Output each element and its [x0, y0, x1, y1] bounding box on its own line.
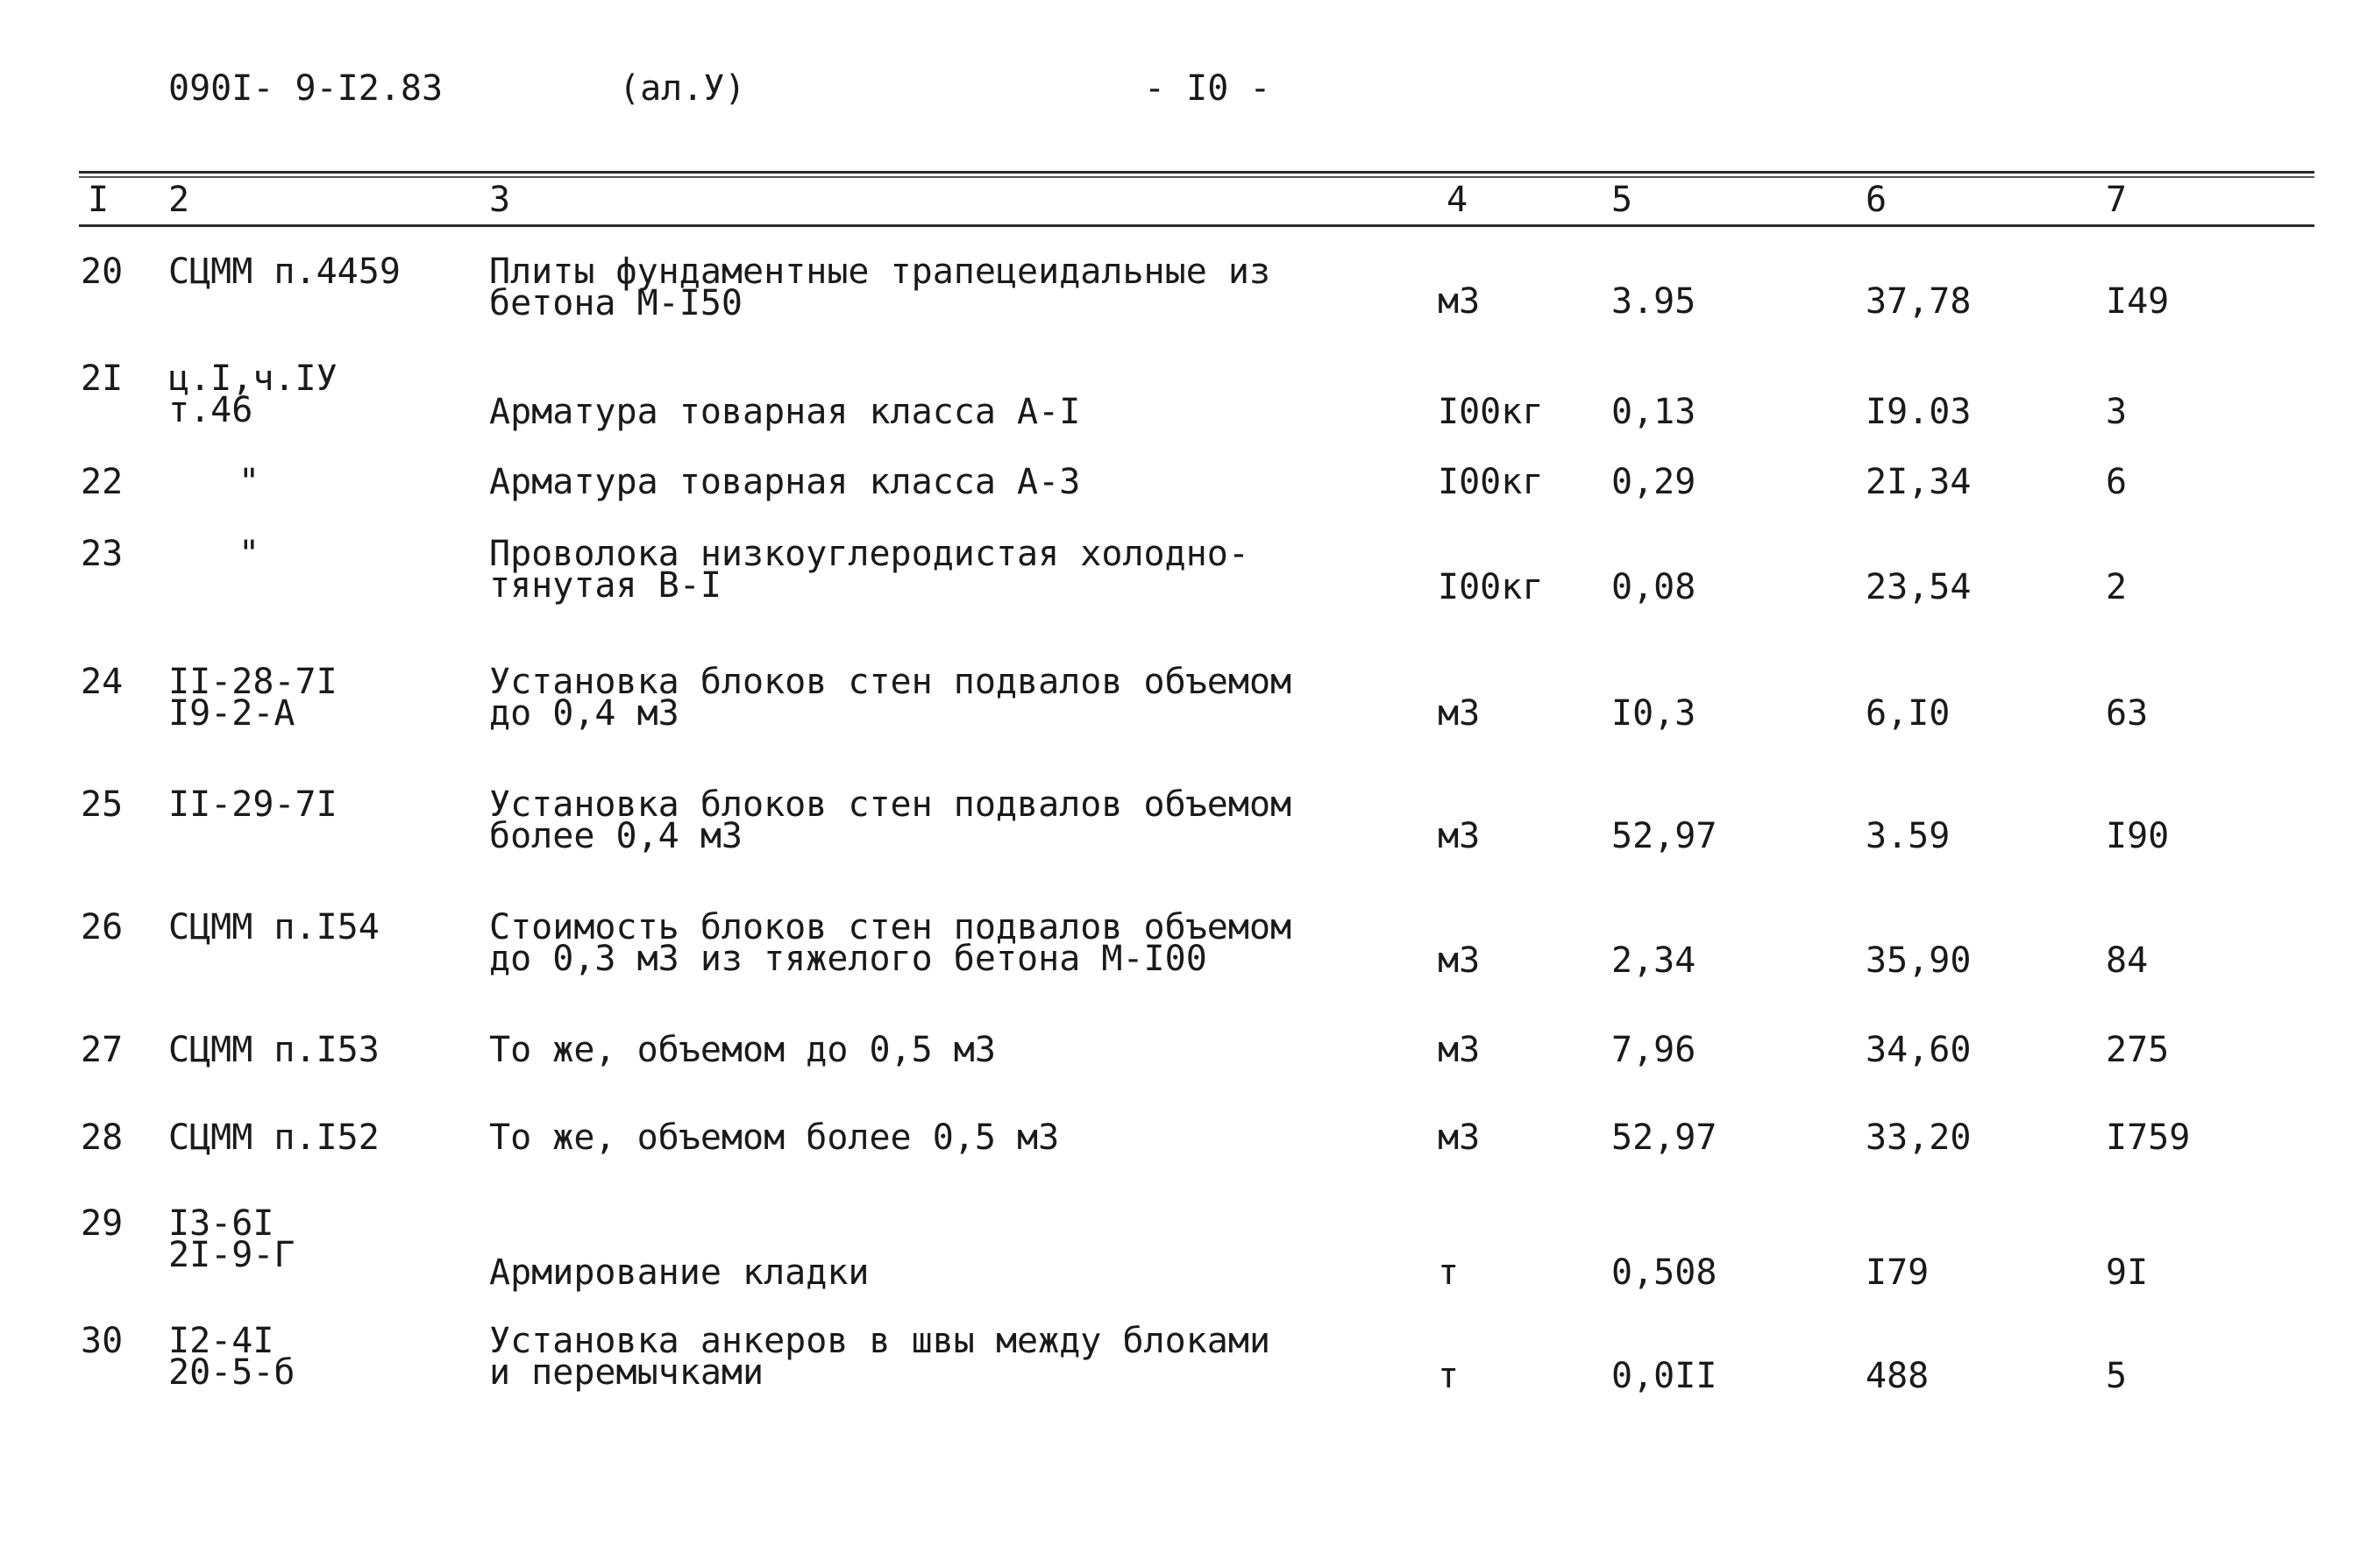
row-unit-price: 33,20	[1866, 1117, 1972, 1158]
row-number: 26	[81, 907, 124, 947]
column-header-5: 5	[1611, 180, 1633, 220]
row-quantity: 0,0II	[1611, 1356, 1717, 1396]
row-description: Стоимость блоков стен подвалов объемом до 0,3 м3 из тяжелого бетона М-I00	[489, 907, 1292, 979]
row-description: Арматура товарная класса А-3	[489, 462, 1081, 502]
row-number: 28	[81, 1117, 124, 1158]
row-unit-price: I79	[1866, 1252, 1930, 1293]
row-quantity: 52,97	[1611, 816, 1717, 856]
row-total: 3	[2106, 392, 2128, 432]
row-code: II-28-7I I9-2-А	[168, 662, 338, 734]
row-unit: м3	[1438, 816, 1481, 856]
row-number: 27	[81, 1030, 124, 1070]
page-header	[0, 68, 2353, 121]
row-total: 63	[2106, 693, 2149, 734]
row-unit-price: 37,78	[1866, 281, 1972, 322]
row-description: Установка анкеров в швы между блоками и перемычками	[489, 1321, 1271, 1393]
row-code: I2-4I 20-5-б	[168, 1321, 295, 1393]
row-number: 2I	[81, 358, 124, 399]
row-unit-price: 2I,34	[1866, 462, 1972, 502]
row-total: I759	[2106, 1117, 2191, 1158]
column-header-4: 4	[1447, 180, 1468, 220]
row-total: 6	[2106, 462, 2128, 502]
row-unit-price: 34,60	[1866, 1030, 1972, 1070]
row-code: СЦММ п.I54	[168, 907, 380, 947]
table-top-rule-secondary	[79, 176, 2314, 178]
row-unit: м3	[1438, 1117, 1481, 1158]
row-total: I90	[2106, 816, 2170, 856]
row-description: Проволока низкоуглеродистая холодно- тянутая В-I	[489, 534, 1249, 606]
row-total: 5	[2106, 1356, 2128, 1396]
column-header-3: 3	[489, 180, 511, 220]
row-unit: I00кг	[1438, 392, 1544, 432]
table-header-rule	[79, 224, 2314, 227]
column-header-2: 2	[168, 180, 190, 220]
row-description: Установка блоков стен подвалов объемом более 0,4 м3	[489, 784, 1292, 856]
row-unit-price: I9.03	[1866, 392, 1972, 432]
row-unit: м3	[1438, 693, 1481, 734]
row-code: СЦММ п.I52	[168, 1117, 380, 1158]
row-total: 275	[2106, 1030, 2170, 1070]
row-description: Арматура товарная класса А-I	[489, 392, 1081, 432]
row-quantity: 0,13	[1611, 392, 1696, 432]
row-unit-price: 488	[1866, 1356, 1930, 1396]
row-number: 29	[81, 1203, 124, 1244]
row-quantity: 7,96	[1611, 1030, 1696, 1070]
row-description: То же, объемом более 0,5 м3	[489, 1117, 1060, 1158]
page-number: - I0 -	[1144, 68, 1271, 109]
album-label: (ал.У)	[619, 68, 746, 109]
row-quantity: I0,3	[1611, 693, 1696, 734]
row-quantity: 0,08	[1611, 567, 1696, 607]
row-unit: м3	[1438, 1030, 1481, 1070]
row-number: 25	[81, 784, 124, 825]
row-code: "	[238, 462, 260, 502]
row-number: 22	[81, 462, 124, 502]
row-quantity: 52,97	[1611, 1117, 1717, 1158]
row-description: То же, объемом до 0,5 м3	[489, 1030, 996, 1070]
row-unit-price: 23,54	[1866, 567, 1972, 607]
row-description: Армирование кладки	[489, 1252, 870, 1293]
row-total: 2	[2106, 567, 2128, 607]
row-unit-price: 6,I0	[1866, 693, 1951, 734]
row-quantity: 2,34	[1611, 940, 1696, 981]
row-unit: I00кг	[1438, 567, 1544, 607]
row-code: СЦММ п.4459	[168, 252, 401, 292]
column-header-6: 6	[1866, 180, 1887, 220]
row-unit: I00кг	[1438, 462, 1544, 502]
row-total: I49	[2106, 281, 2170, 322]
row-number: 23	[81, 534, 124, 574]
row-total: 9I	[2106, 1252, 2149, 1293]
document-code: 090I- 9-I2.83	[168, 68, 444, 109]
column-header-row	[0, 180, 2353, 223]
row-quantity: 0,29	[1611, 462, 1696, 502]
row-description: Установка блоков стен подвалов объемом до 0,4 м3	[489, 662, 1292, 734]
row-quantity: 3.95	[1611, 281, 1696, 322]
row-unit: м3	[1438, 281, 1481, 322]
row-unit: т	[1438, 1252, 1460, 1293]
row-code: II-29-7I	[168, 784, 338, 825]
row-quantity: 0,508	[1611, 1252, 1717, 1293]
row-code: ц.I,ч.IУ т.46	[168, 358, 338, 430]
row-description: Плиты фундаментные трапецеидальные из бетона М-I50	[489, 252, 1271, 323]
row-code: I3-6I 2I-9-Г	[168, 1203, 295, 1275]
column-header-7: 7	[2106, 180, 2128, 220]
column-header-1: I	[88, 180, 110, 220]
row-unit-price: 35,90	[1866, 940, 1972, 981]
row-number: 30	[81, 1321, 124, 1361]
row-code: СЦММ п.I53	[168, 1030, 380, 1070]
table-top-rule	[79, 171, 2314, 174]
row-unit-price: 3.59	[1866, 816, 1951, 856]
row-number: 20	[81, 252, 124, 292]
row-number: 24	[81, 662, 124, 702]
row-total: 84	[2106, 940, 2149, 981]
row-unit: м3	[1438, 940, 1481, 981]
row-unit: т	[1438, 1356, 1460, 1396]
row-code: "	[238, 534, 260, 574]
